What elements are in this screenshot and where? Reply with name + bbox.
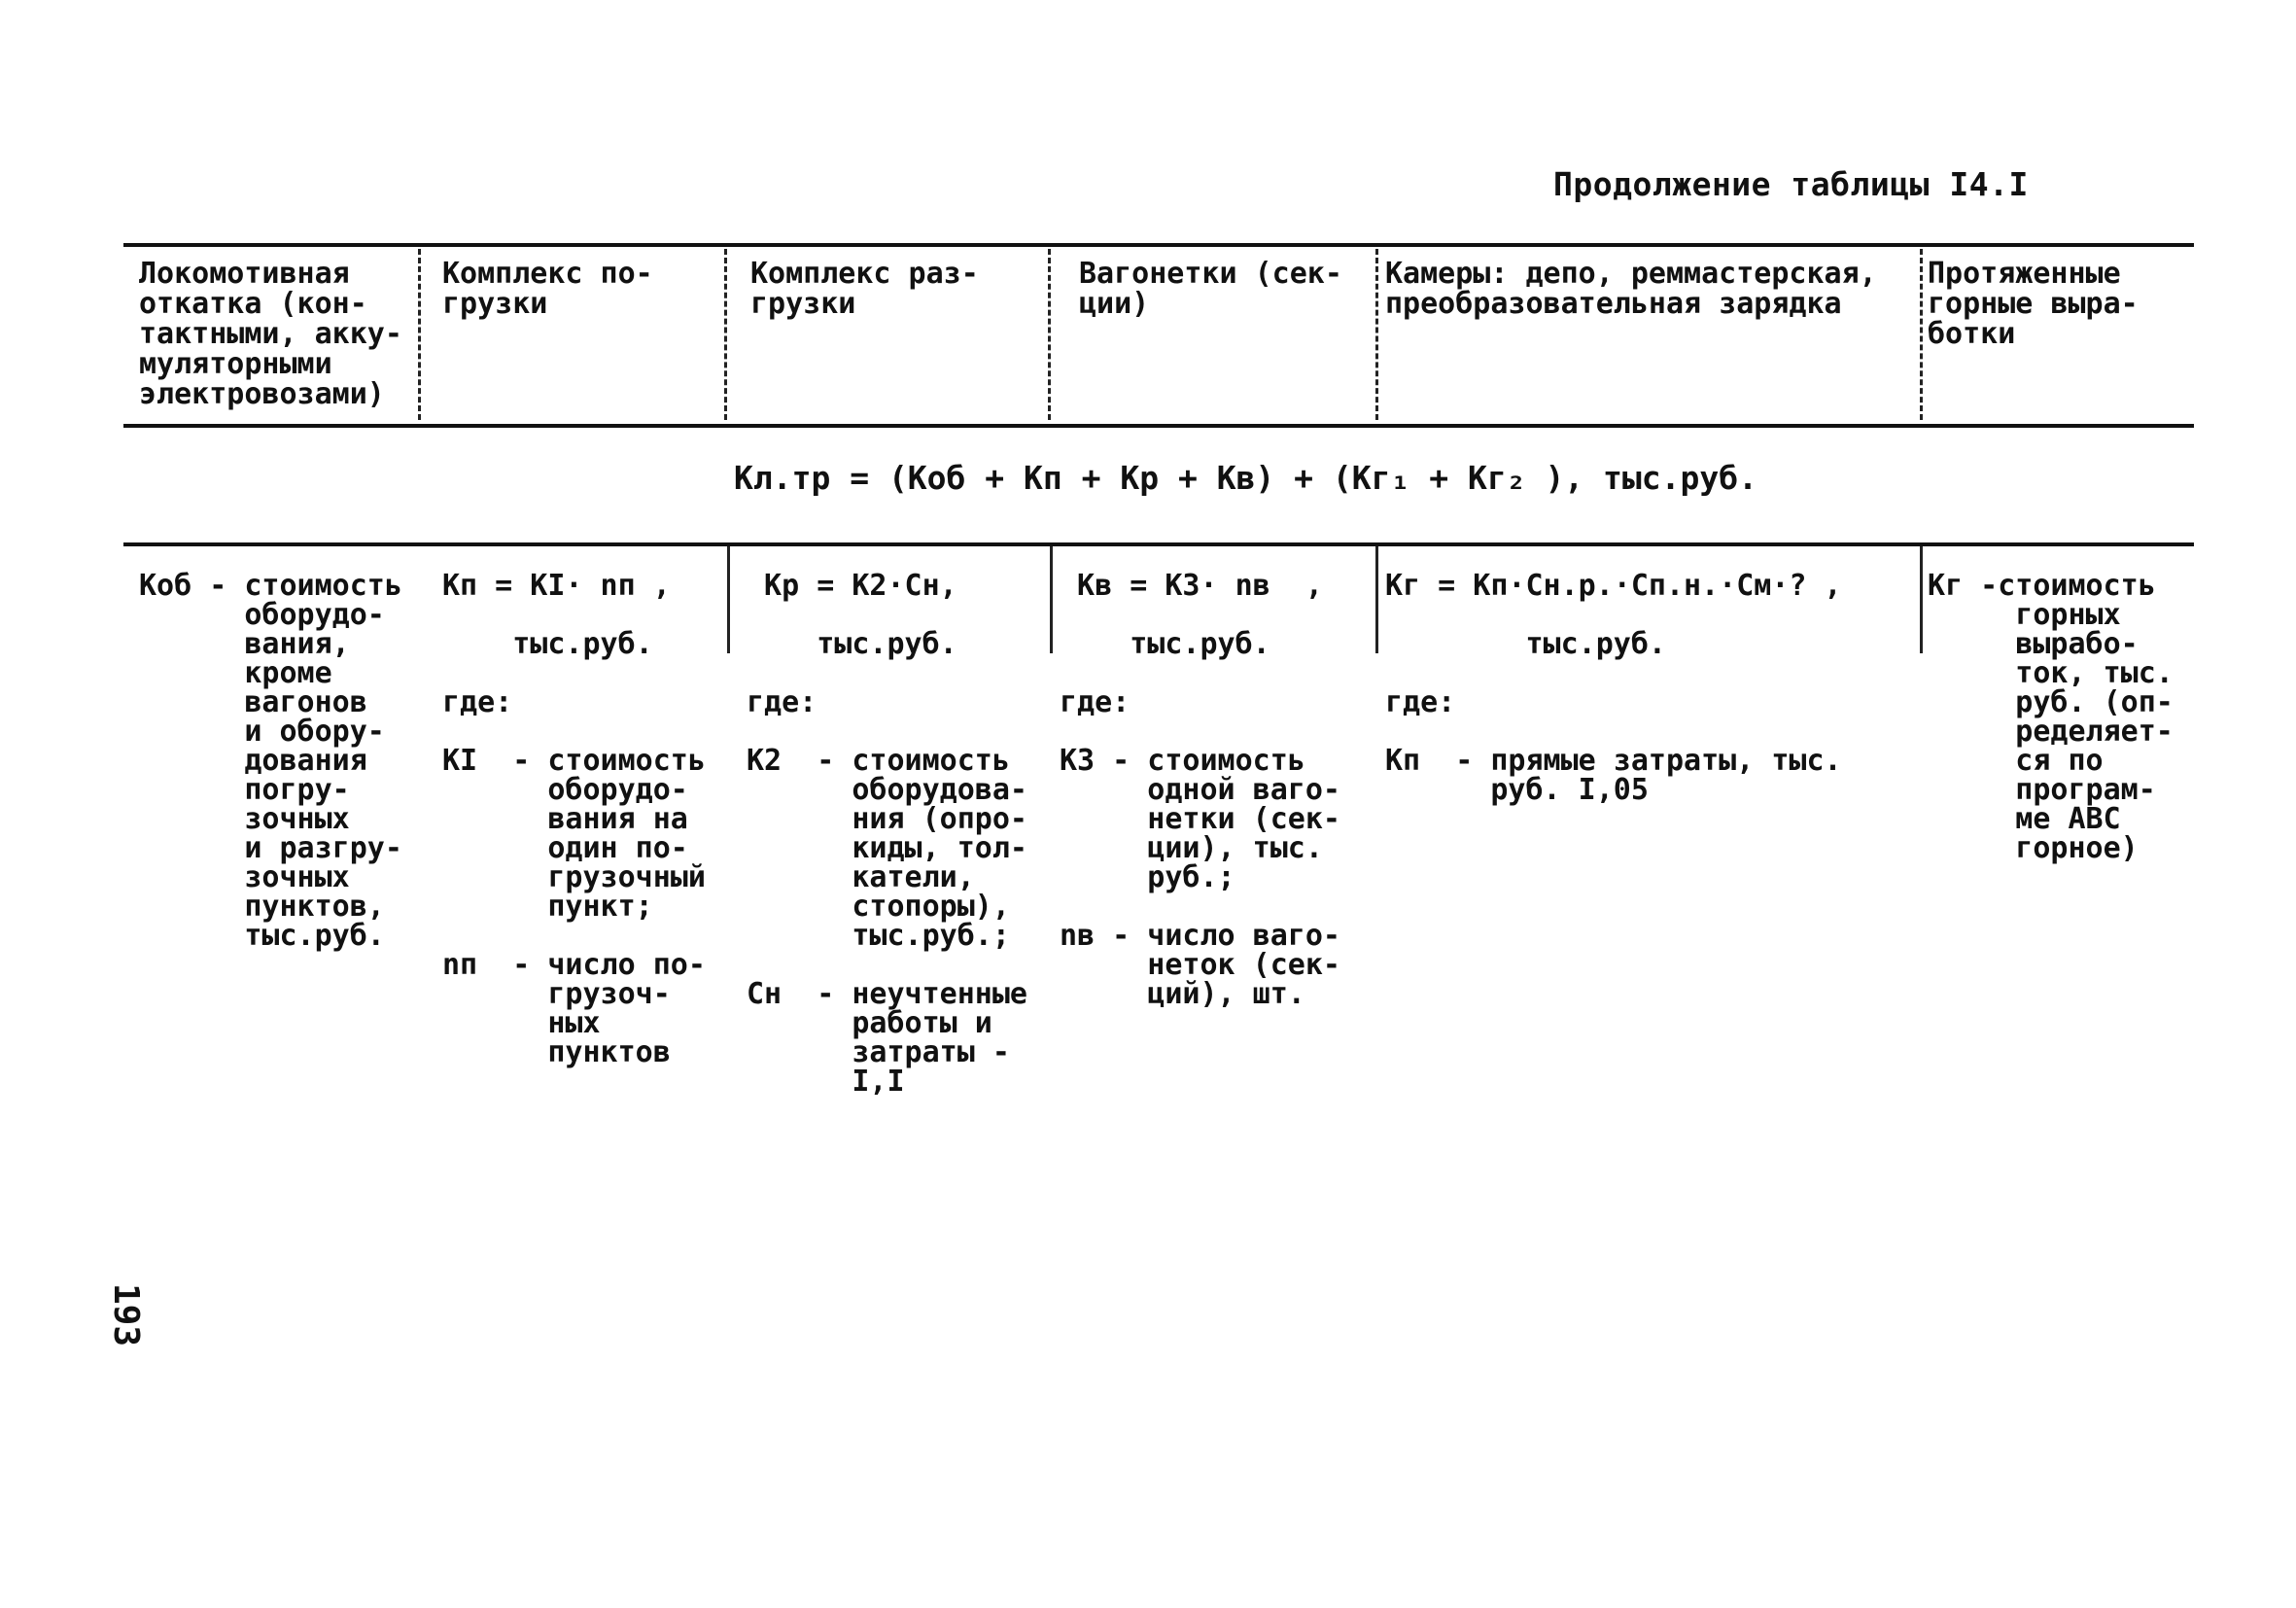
col-locomotive-body: Kоб - стоимость оборудо- вания, кроме вагонов и обору- дования погру- зочных и разгру- зочных пунктов, тыс.руб. bbox=[139, 569, 402, 953]
header-separator bbox=[1375, 249, 1378, 420]
col-unloading-body: Kр = K2·Cн, тыс.руб. где: K2 - стоимость оборудова- ния (опро- киды, тол- катели, стопоры), тыс.руб.; Cн - неучтенные работы и затраты - I,I bbox=[747, 569, 1027, 1099]
header-chambers: Камеры: депо, реммастерская, преобразовательная зарядка bbox=[1385, 257, 1877, 321]
col-loading-body: Kп = KI· nп , тыс.руб. где: KI - стоимость оборудо- вания на один по- грузочный пункт; nп - число по- грузоч- ных пунктов bbox=[442, 569, 706, 1069]
header-separator bbox=[724, 249, 727, 420]
header-loading: Комплекс по- грузки bbox=[442, 257, 653, 321]
header-separator bbox=[1048, 249, 1051, 420]
header-separator bbox=[418, 249, 421, 420]
body-separator bbox=[1920, 546, 1923, 653]
formula-bottom-rule bbox=[123, 542, 2194, 546]
page-number: 193 bbox=[106, 1283, 146, 1347]
body-separator bbox=[1375, 546, 1378, 653]
main-formula: Kл.тр = (Kоб + Kп + Kр + Kв) + (Kг₁ + Kг₂ ), тыс.руб. bbox=[734, 459, 1757, 497]
table-caption: Продолжение таблицы I4.I bbox=[1553, 165, 2029, 203]
header-workings: Протяженные горные выра- ботки bbox=[1928, 257, 2139, 351]
header-bottom-rule bbox=[123, 424, 2194, 428]
col-workings-body: Kг -стоимость горных вырабо- ток, тыс. руб. (оп- ределяет- ся по програм- ме АВС горное) bbox=[1928, 569, 2174, 865]
body-separator bbox=[727, 546, 730, 653]
col-chambers-body: Kг = Kп·Cн.р.·Cп.н.·Cм·? , тыс.руб. где: Kп - прямые затраты, тыс. руб. I,05 bbox=[1385, 569, 1842, 807]
top-rule bbox=[123, 243, 2194, 247]
header-locomotive: Локомотивная откатка (кон- тактными, акку- муляторными электровозами) bbox=[139, 257, 402, 411]
body-separator bbox=[1050, 546, 1053, 653]
header-wagons: Вагонетки (сек- ции) bbox=[1079, 257, 1342, 321]
header-separator bbox=[1920, 249, 1923, 420]
header-unloading: Комплекс раз- грузки bbox=[750, 257, 979, 321]
col-wagons-body: Kв = K3· nв , тыс.руб. где: K3 - стоимость одной ваго- нетки (сек- ции), тыс. руб.; nв - число ваго- неток (сек- ций), шт. bbox=[1060, 569, 1340, 1011]
